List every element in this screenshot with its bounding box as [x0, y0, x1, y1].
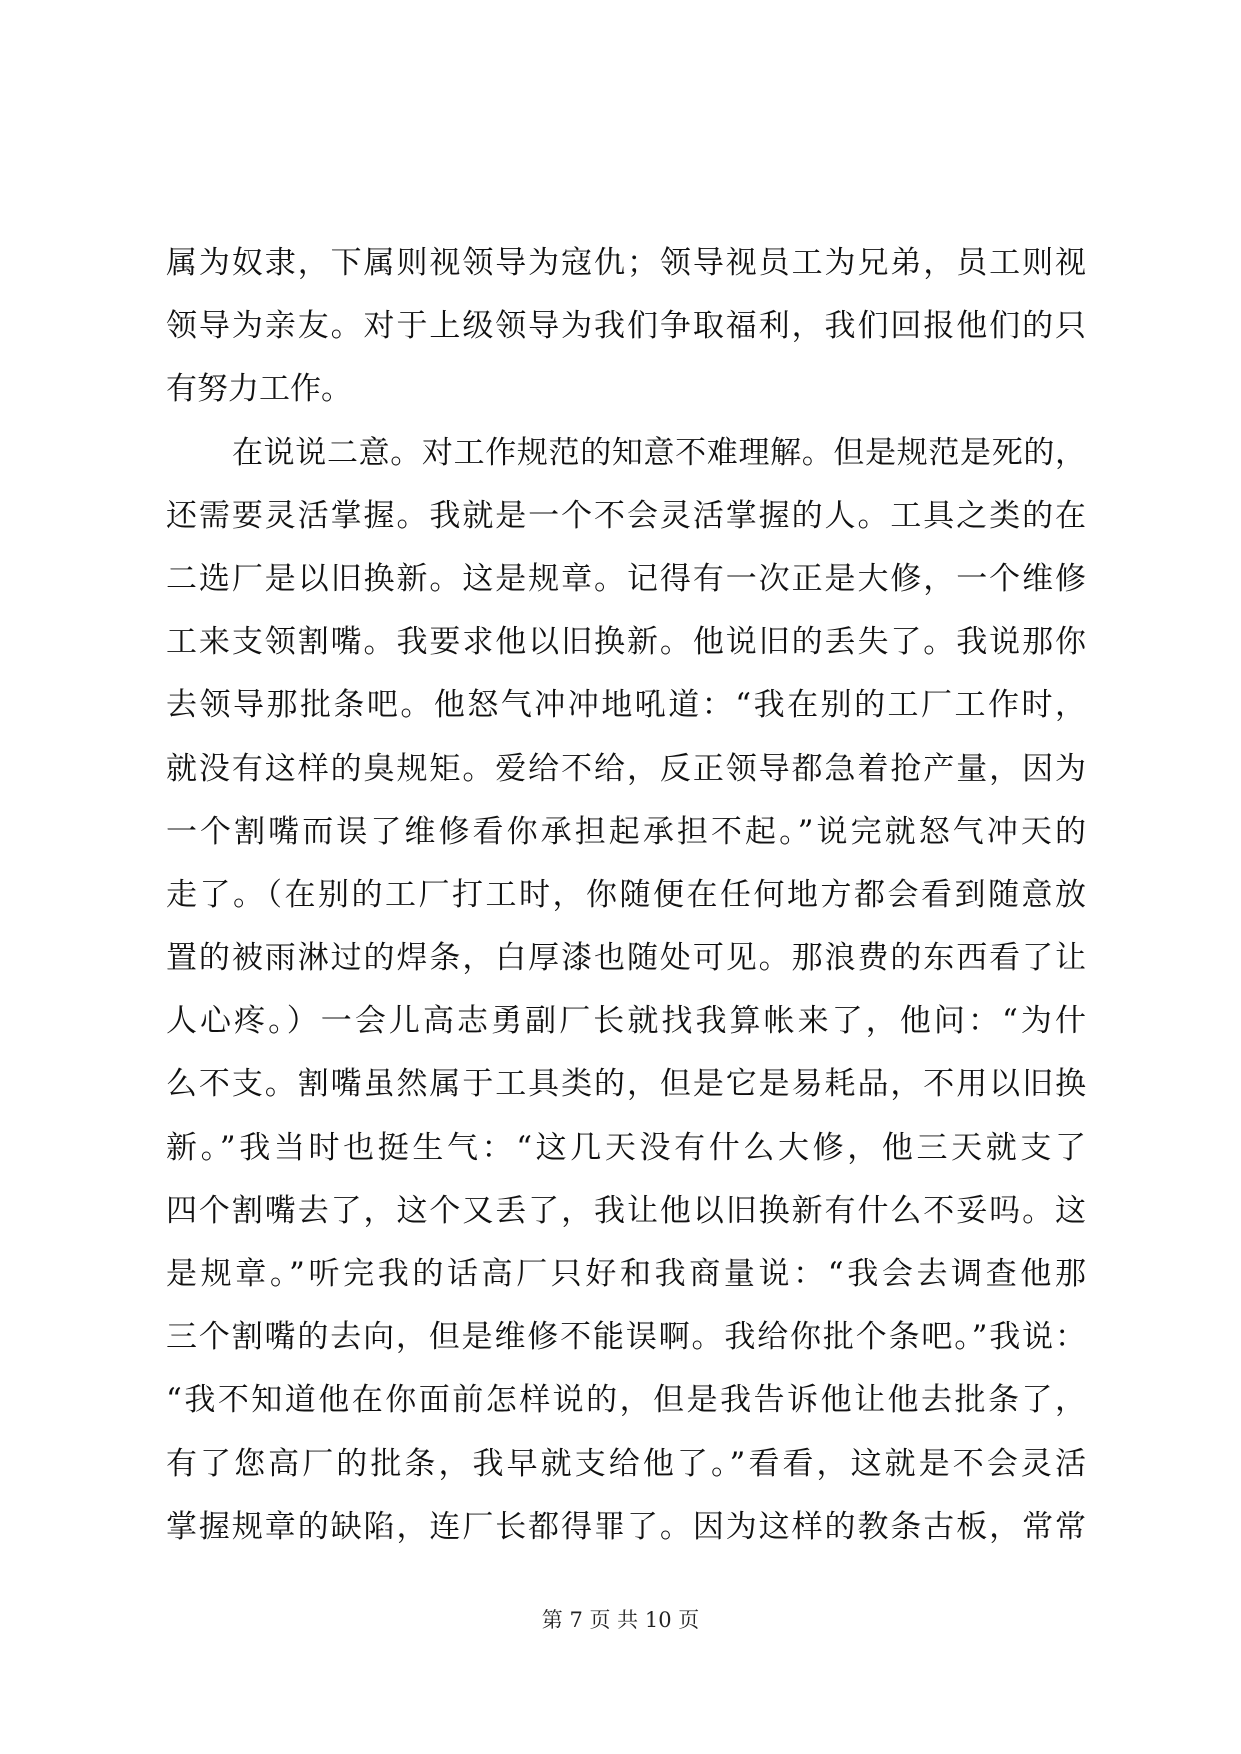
text-line: 领导为亲友。对于上级领导为我们争取福利，我们回报他们的只: [166, 308, 1086, 345]
text-line: 是规章。”听完我的话高厂只好和我商量说：“我会去调查他那: [166, 1256, 1086, 1292]
document-body: [166, 232, 1086, 1559]
text-line: 四个割嘴去了，这个又丢了，我让他以旧换新有什么不妥吗。这: [166, 1192, 1086, 1229]
text-line: 三个割嘴的去向，但是维修不能误啊。我给你批个条吧。”我说：: [166, 1319, 1086, 1356]
text-line: 就没有这样的臭规矩。爱给不给，反正领导都急着抢产量，因为: [166, 750, 1086, 787]
text-line: 一个割嘴而误了维修看你承担起承担不起。”说完就怒气冲天的: [166, 813, 1086, 850]
text-line: 人心疼。）一会儿高志勇副厂长就找我算帐来了，他问：“为什: [166, 1003, 1086, 1040]
text-line: 置的被雨淋过的焊条，白厚漆也随处可见。那浪费的东西看了让: [166, 940, 1086, 977]
page-number-footer: 第 7 页 共 10 页: [541, 1608, 700, 1632]
text-line: 二选厂是以旧换新。这是规章。记得有一次正是大修，一个维修: [166, 560, 1086, 597]
text-line: 工来支领割嘴。我要求他以旧换新。他说旧的丢失了。我说那你: [166, 624, 1086, 661]
text-line: 走了。（在别的工厂打工时，你随便在任何地方都会看到随意放: [166, 876, 1086, 913]
text-line: 新。”我当时也挺生气：“这几天没有什么大修，他三天就支了: [166, 1129, 1086, 1166]
text-line: 有了您高厂的批条，我早就支给他了。”看看，这就是不会灵活: [166, 1445, 1086, 1482]
text-line: 么不支。割嘴虽然属于工具类的，但是它是易耗品，不用以旧换: [166, 1066, 1086, 1103]
text-line: 掌握规章的缺陷，连厂长都得罪了。因为这样的教条古板，常常: [166, 1508, 1086, 1545]
text-line: 还需要灵活掌握。我就是一个不会灵活掌握的人。工具之类的在: [166, 497, 1086, 534]
text-line: 属为奴隶，下属则视领导为寇仇；领导视员工为兄弟，员工则视: [166, 245, 1086, 281]
text-line: 在说说二意。对工作规范的知意不难理解。但是规范是死的，: [232, 434, 1086, 471]
text-line: “我不知道他在你面前怎样说的，但是我告诉他让他去批条了，: [166, 1382, 1086, 1419]
text-line: 去领导那批条吧。他怒气冲冲地吼道：“我在别的工厂工作时，: [166, 687, 1086, 724]
text-line: 有努力工作。: [166, 371, 352, 408]
